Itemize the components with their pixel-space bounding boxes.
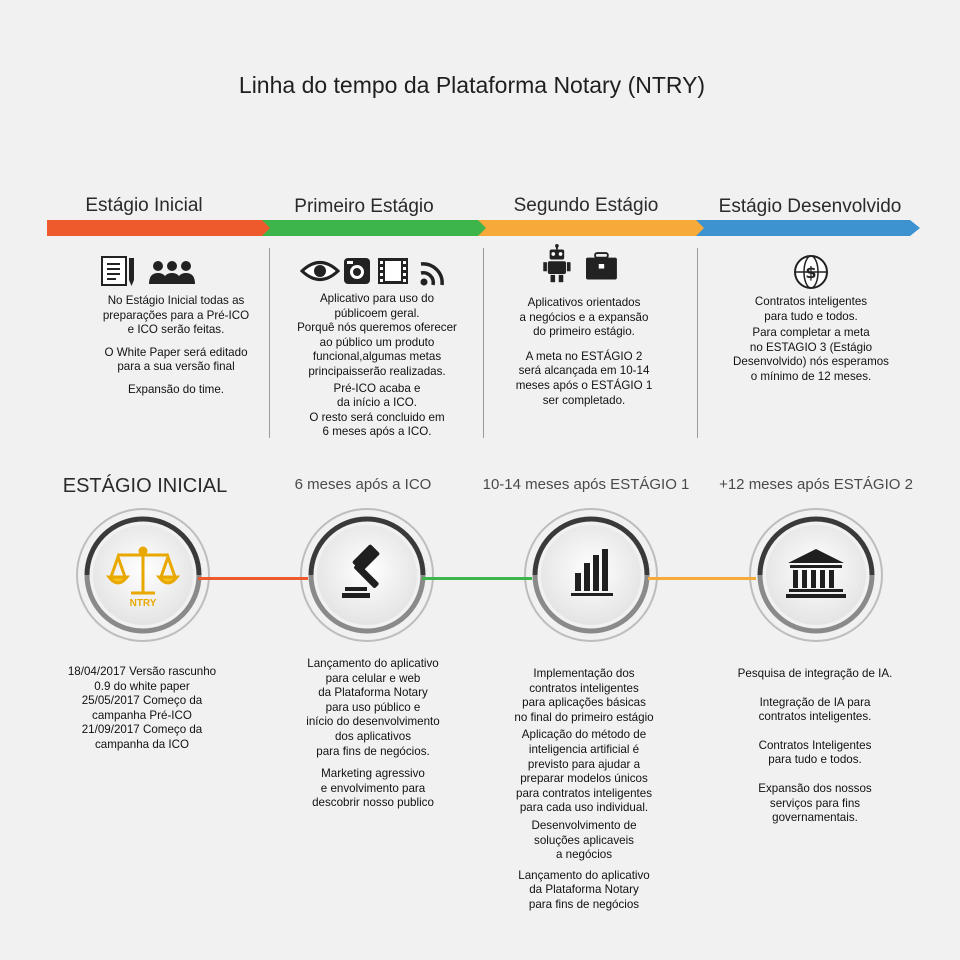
milestone-1-detail: 18/04/2017 Versão rascunho 0.9 do white paper 25/05/2017 Começo da campanha Pré-ICO 21/09/2017 Começo da campanha da ICO (67, 665, 217, 751)
rss-icon (421, 264, 443, 286)
stage-title-1: Estágio Inicial (85, 195, 203, 216)
globe-dollar-icon (795, 256, 827, 288)
milestone-3-details (484, 667, 684, 921)
stage-4-description (698, 295, 924, 393)
stage-title-2: Primeiro Estágio (294, 196, 434, 217)
milestone-1-details (40, 665, 244, 753)
milestone-circle-4 (746, 505, 886, 645)
stage-1-paragraph: No Estágio Inicial todas as preparações para a Pré-ICO e ICO serão feitas. (102, 294, 250, 337)
eye-icon (302, 263, 338, 280)
stage-3-paragraph: A meta no ESTÁGIO 2 será alcançada em 10-14 meses após o ESTÁGIO 1 ser completado. (515, 349, 653, 407)
milestone-label-4: +12 meses após ESTÁGIO 2 (719, 476, 913, 493)
stage-3-paragraph: Aplicativos orientados a negócios e a expansão do primeiro estágio. (519, 296, 649, 339)
camera-icon (344, 258, 370, 284)
milestone-3-detail: Implementação dos contratos inteligentes para aplicações básicas no final do primeiro estágio (514, 667, 654, 724)
document-pen-icon (102, 257, 134, 286)
briefcase-icon (586, 253, 617, 279)
milestone-circle-2 (297, 505, 437, 645)
film-icon (378, 258, 408, 284)
connector-line-1 (198, 577, 308, 580)
group-icon (149, 261, 195, 284)
milestone-4-detail: Expansão dos nossos serviços para fins governamentais. (758, 781, 872, 825)
milestone-circle-3 (521, 505, 661, 645)
stage-title-3: Segundo Estágio (513, 195, 659, 216)
stage-arrow-4 (696, 220, 920, 236)
stage-3-icons (536, 244, 636, 284)
stage-2-paragraph: Pré-ICO acaba e da início a ICO. O resto será concluido em 6 meses após a ICO. (309, 381, 445, 439)
milestone-label-1: ESTÁGIO INICIAL (62, 475, 228, 497)
milestone-3-detail: Desenvolvimento de soluções aplicaveis a negócios (531, 818, 637, 862)
stage-1-description (58, 294, 294, 406)
stage-1-paragraph: O White Paper será editado para a sua versão final (104, 345, 248, 374)
stage-4-icons (792, 252, 832, 292)
milestone-3-detail: Lançamento do aplicativo da Plataforma Notary para fins de negócios (518, 868, 650, 911)
stage-1-paragraph: Expansão do time. (127, 382, 225, 396)
stage-4-paragraph: Contratos inteligentes para tudo e todos. (754, 295, 868, 323)
stage-2-description (270, 292, 484, 448)
milestone-3-detail: Aplicação do método de inteligencia artificial é previsto para ajudar a preparar modelos únicos para contratos inteligentes para cada uso individual. (516, 728, 652, 815)
milestone-2-detail: Lançamento do aplicativo para celular e web da Plataforma Notary para uso público e início do desenvolvimento dos aplicativos para fins de negócios. (306, 657, 440, 758)
connector-line-2 (422, 577, 532, 580)
milestone-circle-1 (73, 505, 213, 645)
stage-arrow-3 (478, 220, 710, 236)
milestone-4-detail: Integração de IA para contratos inteligentes. (758, 695, 872, 724)
milestone-4-detail: Pesquisa de integração de IA. (737, 667, 893, 680)
milestone-label-2: 6 meses após a ICO (294, 476, 432, 493)
stage-2-paragraph: Aplicativo para uso do públicoem geral. Porquê nós queremos oferecer ao público um produto funcional,algumas metas principaisserão realizadas. (297, 292, 457, 378)
milestone-4-details (715, 667, 915, 834)
ntry-logo-text: NTRY (129, 598, 157, 609)
svg-text:$: $ (805, 263, 817, 282)
stage-3-description (484, 296, 684, 416)
stage-4-paragraph: Para completar a meta no ESTAGIO 3 (Estágio Desenvolvido) nós esperamos o mínimo de 12 meses. (733, 326, 889, 383)
stage-arrow-1 (47, 220, 278, 236)
robot-icon (543, 244, 570, 282)
stage-arrow-2 (262, 220, 492, 236)
stage-title-4: Estágio Desenvolvido (718, 196, 902, 217)
milestone-4-detail: Contratos Inteligentes para tudo e todos. (758, 738, 872, 767)
milestone-2-detail: Marketing agressivo e envolvimento para descobrir nosso publico (312, 767, 434, 810)
page-title: Linha do tempo da Plataforma Notary (NTRY) (238, 72, 706, 98)
milestone-label-3: 10-14 meses após ESTÁGIO 1 (482, 476, 690, 493)
stage-2-icons (300, 252, 450, 292)
connector-line-3 (648, 577, 756, 580)
milestone-2-details (262, 657, 484, 819)
stage-1-icons (100, 252, 200, 292)
